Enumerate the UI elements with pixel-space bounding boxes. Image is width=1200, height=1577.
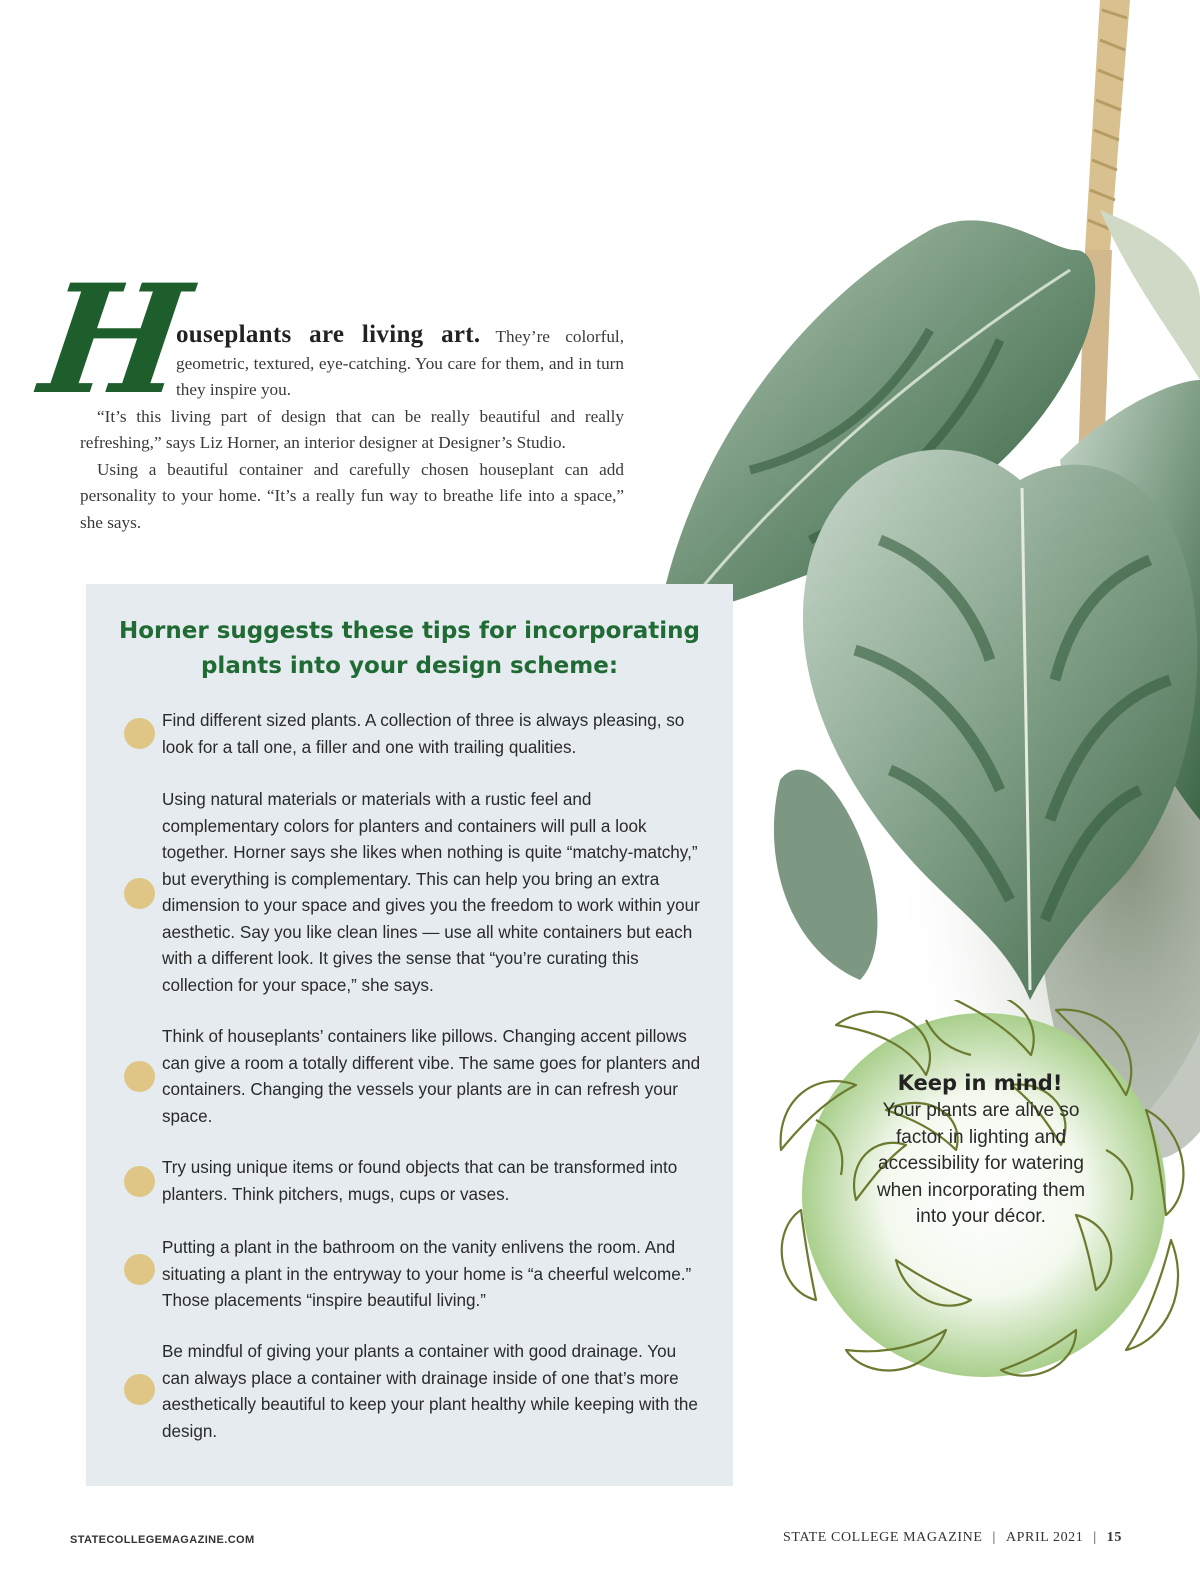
- footer-magazine-name: STATE COLLEGE MAGAZINE: [783, 1530, 983, 1545]
- intro-paragraph-3: Using a beautiful container and carefully chosen houseplant can add personality to your home. “It’s a really fun way to breathe life into a space,” she says.: [80, 459, 624, 532]
- tip-text: Think of houseplants’ containers like pillows. Changing accent pillows can give a room a totally different vibe. The same goes for planters and containers. Changing the vessels your plants are in can refresh your space.: [162, 1027, 701, 1126]
- gold-dot-icon: [124, 878, 155, 909]
- intro-paragraph-2: “It’s this living part of design that can be really beautiful and really refreshing,” says Liz Horner, an interior designer at Designer’s Studio.: [80, 406, 624, 452]
- tip-text: Putting a plant in the bathroom on the vanity enlivens the room. And situating a plant in the entryway to your home is “a cheerful welcome.” Those placements “inspire beautiful living.”: [162, 1238, 692, 1310]
- footer-separator: |: [992, 1530, 996, 1545]
- gold-dot-icon: [124, 1374, 155, 1405]
- drop-cap-letter: H: [31, 252, 199, 428]
- gold-dot-icon: [124, 1254, 155, 1285]
- gold-dot-icon: [124, 1166, 155, 1197]
- intro-lead: ouseplants are living art.: [176, 321, 481, 348]
- intro-paragraph-1: [80, 322, 624, 404]
- tip-text: Try using unique items or found objects that can be transformed into planters. Think pitchers, mugs, cups or vases.: [162, 1158, 678, 1204]
- intro-text: [80, 322, 624, 536]
- tip-text: Find different sized plants. A collection of three is always pleasing, so look for a tall one, a filler and one with trailing qualities.: [162, 711, 685, 757]
- tips-title-line-2: plants into your design scheme:: [200, 653, 619, 679]
- callout-title: Keep in mind!: [897, 1071, 1063, 1095]
- gold-dot-icon: [124, 1061, 155, 1092]
- callout-text: Your plants are alive so factor in lighting and accessibility for watering when incorporating them into your décor.: [876, 1100, 1086, 1227]
- page-number: 15: [1106, 1530, 1122, 1545]
- tip-text: Using natural materials or materials with a rustic feel and complementary colors for planters and containers will pull a look together. Horner says she likes when nothing is quite “matchy-matchy,” but everything is complementary. This can help you bring an extra dimension to your space and gives you the freedom to work within your aesthetic. Say you like clean lines — use all white containers but each with a different look. It gives the sense that “you’re curating this collection for your space,” she says.: [162, 790, 700, 995]
- tip-text: Be mindful of giving your plants a container with good drainage. You can always place a container with drainage inside of one that’s more aesthetically beautiful to keep your plant healthy while keeping with the design.: [162, 1342, 698, 1441]
- footer-issue: APRIL 2021: [1005, 1530, 1084, 1545]
- tips-title-line-1: Horner suggests these tips for incorporating: [118, 618, 701, 644]
- gold-dot-icon: [124, 718, 155, 749]
- footer-separator: |: [1093, 1530, 1097, 1545]
- tips-title: [86, 614, 733, 684]
- intro-paragraph-1-rest: They’re colorful, geometric, textured, eye-catching. You care for them, and in turn they inspire you.: [176, 327, 624, 399]
- tips-box: [86, 584, 733, 1486]
- footer-folio: [783, 1530, 1122, 1546]
- footer-website: STATECOLLEGEMAGAZINE.COM: [70, 1534, 255, 1546]
